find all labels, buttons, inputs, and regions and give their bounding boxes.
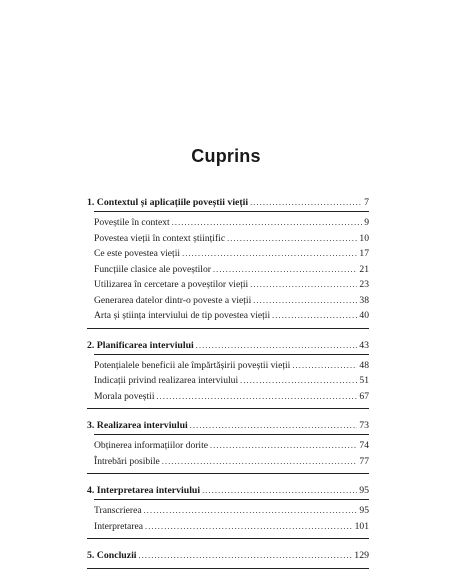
toc-leader-dots: [213, 262, 357, 278]
toc-leader-dots: [172, 215, 363, 231]
toc-subsection: [94, 358, 369, 374]
toc-subsection: [94, 519, 369, 535]
toc-subsection: [94, 373, 369, 389]
toc-leader-dots: [292, 358, 357, 374]
toc-section-1: [87, 194, 369, 329]
toc-page-number: 95: [359, 505, 369, 516]
toc-leader-dots: [227, 231, 357, 247]
toc-page-number: 74: [359, 440, 369, 451]
toc-leader-dots: [240, 373, 357, 389]
toc-chapter-label: 2. Planificarea interviului: [87, 339, 194, 351]
toc-page-number: 77: [359, 455, 369, 467]
toc-page-number: 51: [359, 375, 369, 386]
toc-page-number: 43: [359, 339, 369, 351]
toc-subsection-label: Generarea datelor dintr-o poveste a vieții: [94, 294, 252, 306]
toc-chapter: [87, 482, 369, 499]
toc-subsection-label: Interpretarea: [94, 520, 143, 532]
toc-chapter-label: 4. Interpretarea interviului: [87, 485, 201, 496]
toc-chapter: [87, 194, 369, 211]
toc-subsection: [94, 277, 369, 293]
toc-chapter: [87, 547, 369, 564]
toc-chapter-label: 1. Contextul și aplicațiile poveștii vieții: [87, 197, 249, 208]
toc-page-number: 9: [364, 217, 369, 228]
toc-page-number: 10: [359, 232, 369, 244]
toc-section-2: [87, 337, 369, 410]
toc-chapter: [87, 337, 369, 354]
toc-subsection: [94, 454, 369, 470]
toc-page-number: 40: [359, 310, 369, 321]
toc-page-number: 95: [359, 485, 369, 496]
toc-subsection-label: Transcrierea: [94, 505, 142, 516]
toc-subsection: [94, 389, 369, 405]
toc-page-number: 129: [354, 550, 369, 561]
toc-leader-dots: [272, 308, 357, 324]
toc-section-4: [87, 482, 369, 539]
toc-subsection-label: Morala poveștii: [94, 390, 155, 402]
toc-chapter-label: 3. Realizarea interviului: [87, 420, 188, 431]
toc-subsection-label: Povestea vieții în context științific: [94, 232, 226, 244]
toc-subsection: [94, 308, 369, 324]
toc-page-number: 38: [359, 294, 369, 306]
toc-subsection-label: Poveștile în context: [94, 217, 170, 228]
page-title: Cuprins: [191, 146, 261, 166]
toc-subsection-label: Arta și știința interviului de tip povestea vieții: [94, 310, 271, 321]
toc-leader-dots: [210, 438, 357, 454]
toc-leader-dots: [144, 503, 358, 519]
toc-leader-dots: [250, 277, 357, 293]
toc-page-number: 17: [359, 248, 369, 259]
toc-page-number: 23: [359, 279, 369, 290]
toc-leader-dots: [139, 547, 353, 564]
toc-subsection: [94, 438, 369, 454]
toc-subsection-label: Obținerea informațiilor dorite: [94, 440, 209, 451]
toc-subsection-group: [94, 211, 369, 324]
toc-leader-dots: [250, 194, 362, 211]
toc-subsection: [94, 503, 369, 519]
toc-section-5: [87, 547, 369, 569]
toc-subsection: [94, 246, 369, 262]
toc-subsection-label: Ce este povestea vieții: [94, 248, 181, 259]
toc-page-number: 48: [359, 359, 369, 371]
toc-subsection: [94, 293, 369, 309]
toc-leader-dots: [196, 337, 357, 354]
toc-subsection-label: Funcțiile clasice ale poveștilor: [94, 263, 211, 275]
toc-subsection: [94, 231, 369, 247]
toc-page-number: 101: [354, 520, 369, 532]
toc-subsection-label: Potențialele beneficii ale împărtășirii poveștii vieții: [94, 359, 291, 371]
toc-subsection-group: [94, 499, 369, 534]
table-of-contents: [87, 194, 369, 577]
toc-leader-dots: [156, 389, 357, 405]
toc-leader-dots: [253, 293, 357, 309]
toc-page-number: 73: [359, 420, 369, 431]
toc-leader-dots: [162, 454, 358, 470]
toc-page-number: 67: [359, 390, 369, 402]
toc-subsection: [94, 262, 369, 278]
toc-subsection: [94, 215, 369, 231]
toc-chapter-label: 5. Concluzii: [87, 550, 137, 561]
toc-subsection-label: Utilizarea în cercetare a poveștilor vieții: [94, 279, 249, 290]
toc-subsection-label: Întrebări posibile: [94, 455, 160, 467]
toc-chapter: [87, 417, 369, 434]
toc-page-number: 21: [359, 263, 369, 275]
toc-leader-dots: [145, 519, 353, 535]
toc-leader-dots: [190, 417, 357, 434]
toc-subsection-group: [94, 354, 369, 405]
toc-page-number: 7: [364, 197, 369, 208]
toc-section-3: [87, 417, 369, 474]
toc-subsection-label: Indicații privind realizarea interviului: [94, 375, 239, 386]
toc-subsection-group: [94, 434, 369, 469]
toc-leader-dots: [202, 482, 357, 499]
toc-leader-dots: [182, 246, 357, 262]
